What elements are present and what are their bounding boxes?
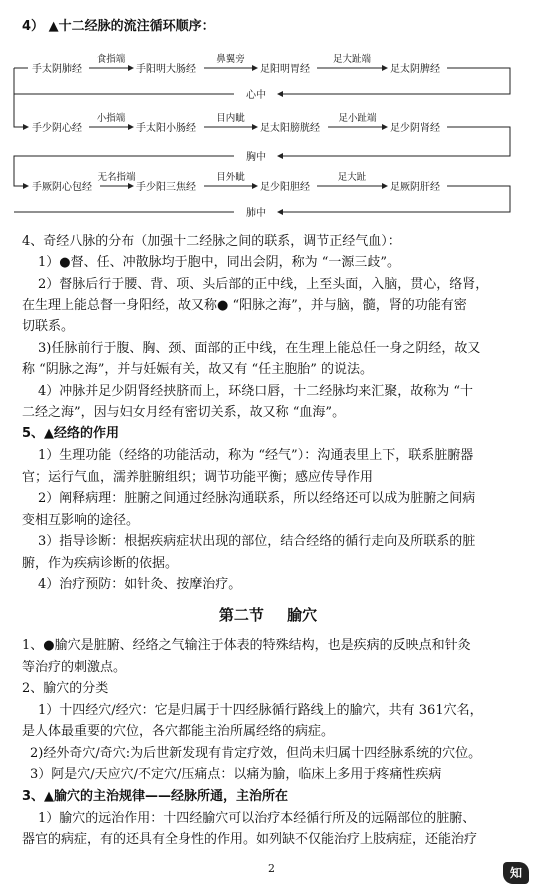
link-label: 足大趾	[337, 172, 367, 183]
meridian-node: 足少阴肾经	[390, 123, 440, 134]
link-label: 小指端	[96, 113, 126, 124]
meridian-node: 足太阳膀胱经	[260, 123, 320, 134]
body-text-line: 3）阿是穴/天应穴/不定穴/压痛点：以痛为腧，临床上多用于疼痛性疾病	[30, 767, 442, 782]
body-text-line: 在生理上能总督一身阳经，故又称● “阳脉之海”，并与脑，髓，肾的功能有密	[22, 298, 467, 313]
heading-meridian-functions: 5、▲经络的作用	[22, 426, 120, 441]
heading-meridian-flow-order: 4） ▲十二经脉的流注循环顺序：	[22, 19, 215, 34]
body-text-line: 3)任脉前行于腹、胸、颈、面部的正中线，在生理上能总任一身之阴经，故又	[38, 341, 481, 356]
corner-logo: 知	[503, 862, 529, 884]
body-text-line: 1）生理功能（经络的功能活动，称为 “经气”）：沟通表里上下，联系脏腑器	[38, 448, 474, 463]
link-label: 目外眦	[216, 172, 245, 183]
body-text-line: 1、●腧穴是脏腑、经络之气输注于体表的特殊结构，也是疾病的反映点和针灸	[22, 638, 471, 653]
section-title: 第二节 腧穴	[218, 606, 318, 624]
link-label: 目内眦	[216, 113, 245, 124]
body-text-line: 4）冲脉并足少阴肾经挟脐而上，环绕口唇，十二经脉均来汇聚，故称为 “十	[38, 384, 474, 399]
body-text-line: 是人体最重要的穴位，各穴都能主治所属经络的病症。	[22, 724, 335, 739]
link-label: 鼻翼旁	[216, 54, 245, 65]
page-number: 2	[268, 862, 275, 875]
body-text-line: 切联系。	[22, 319, 75, 334]
body-text-line: 称 “阴脉之海”，并与妊娠有关，故又有 “任主胞胎” 的说法。	[22, 362, 373, 377]
body-text-line: 3）指导诊断：根据疾病症状出现的部位，结合经络的循行走向及所联系的脏	[38, 534, 476, 549]
meridian-node: 手少阴心经	[32, 123, 82, 134]
link-label: 食指端	[96, 54, 126, 65]
body-text-line: 2)经外奇穴/奇穴:为后世新发现有肯定疗效，但尚未归属十四经脉系统的穴位。	[30, 746, 482, 761]
body-text-line: 1）腧穴的远治作用：十四经腧穴可以治疗本经循行所及的远隔部位的脏腑、	[38, 811, 476, 826]
body-text-line: 2）阐释病理：脏腑之间通过经脉沟通联系，所以经络还可以成为脏腑之间病	[38, 491, 476, 506]
heading-acupoint-indications: 3、▲腧穴的主治规律——经脉所通，主治所在	[22, 789, 289, 804]
body-text-line: 2、腧穴的分类	[22, 681, 109, 696]
link-label: 足大趾端	[332, 54, 372, 65]
body-text-line: 4）治疗预防：如针灸、按摩治疗。	[38, 577, 242, 592]
link-label: 足小趾端	[338, 113, 377, 124]
meridian-node: 足厥阴肝经	[390, 182, 440, 193]
meridian-node: 手阳明大肠经	[136, 64, 196, 75]
hub-label: 心中	[246, 90, 266, 101]
meridian-node: 手太阳小肠经	[136, 123, 196, 134]
meridian-node: 足阳明胃经	[260, 64, 310, 75]
body-text-line: 腑，作为疾病诊断的依据。	[22, 556, 179, 571]
body-text-line: 1）十四经穴/经穴：它是归属于十四经脉循行路线上的腧穴，共有 361穴名，	[38, 703, 483, 718]
link-label: 无名指端	[97, 172, 136, 183]
body-text-line: 器官的病症，有的还具有全身性的作用。如列缺不仅能治疗上肢病症，还能治疗	[22, 832, 478, 847]
meridian-node: 足太阴脾经	[390, 64, 440, 75]
body-text-line: 等治疗的刺激点。	[22, 660, 127, 675]
hub-label: 胸中	[246, 152, 266, 163]
body-text-line: 变相互影响的途径。	[22, 513, 140, 528]
meridian-node: 足少阳胆经	[260, 182, 310, 193]
meridian-flow-diagram	[0, 0, 536, 230]
body-text-line: 2）督脉后行于腰、背、项、头后部的正中线，上至头面，入脑，贯心，络肾，	[38, 277, 489, 292]
meridian-node: 手厥阴心包经	[32, 182, 92, 193]
body-text-line: 1）●督、任、冲散脉均于胞中，同出会阴，称为 “一源三歧”。	[38, 255, 401, 270]
body-text-line: 4、奇经八脉的分布（加强十二经脉之间的联系，调节正经气血）：	[22, 234, 401, 249]
meridian-node: 手少阳三焦经	[136, 182, 196, 193]
meridian-node: 手太阴肺经	[32, 64, 82, 75]
body-text-line: 二经之海”，因与妇女月经有密切关系，故又称 “血海”。	[22, 405, 346, 420]
hub-label: 肺中	[246, 208, 266, 219]
body-text-line: 官；运行气血，濡养脏腑组织；调节功能平衡；感应传导作用	[22, 470, 374, 485]
